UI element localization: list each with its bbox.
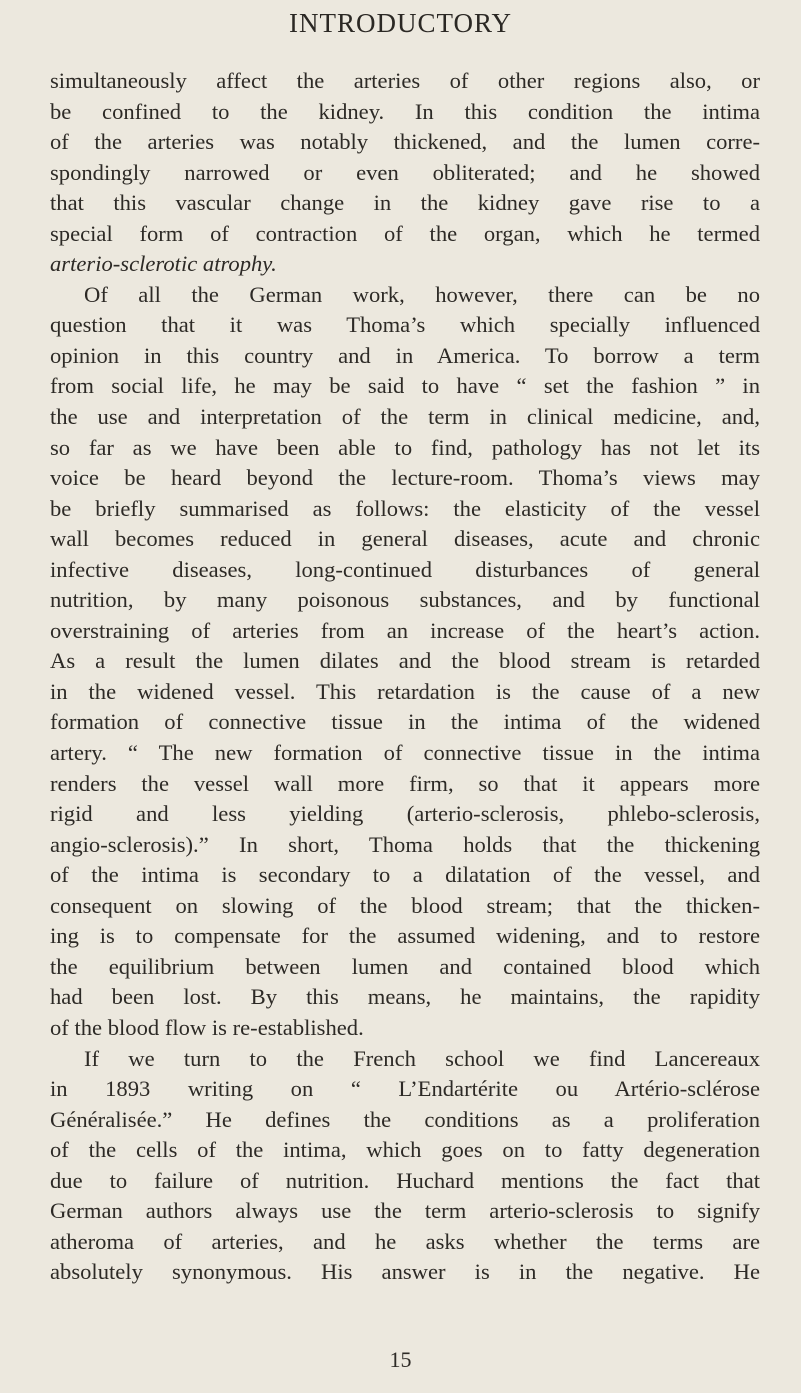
text-line: artery. “ The new formation of connective tissue in the intima bbox=[50, 740, 760, 766]
text-line: from social life, he may be said to have “ set the fashion ” in bbox=[50, 373, 760, 399]
text-line: of the cells of the intima, which goes on to fatty degeneration bbox=[50, 1137, 760, 1163]
body-text bbox=[50, 66, 760, 1288]
text-line: Of all the German work, however, there can be no bbox=[84, 281, 760, 307]
text-line: As a result the lumen dilates and the blood stream is retarded bbox=[50, 648, 760, 674]
text-line: that this vascular change in the kidney gave rise to a bbox=[50, 190, 760, 216]
text-line: of the blood flow is re-established. bbox=[50, 1014, 364, 1040]
text-line: nutrition, by many poisonous substances, and by functional bbox=[50, 587, 760, 613]
text-line: of the intima is secondary to a dilatation of the vessel, and bbox=[50, 862, 760, 888]
text-line: angio-sclerosis).” In short, Thoma holds that the thickening bbox=[50, 831, 760, 857]
text-line: If we turn to the French school we find Lancereaux bbox=[84, 1045, 760, 1071]
text-line: German authors always use the term arterio-sclerosis to signify bbox=[50, 1198, 760, 1224]
text-line: ing is to compensate for the assumed widening, and to restore bbox=[50, 923, 760, 949]
text-line: so far as we have been able to find, pathology has not let its bbox=[50, 434, 760, 460]
text-line: in the widened vessel. This retardation is the cause of a new bbox=[50, 678, 760, 704]
text-line: arterio-sclerotic atrophy. bbox=[50, 251, 277, 277]
text-line: rigid and less yielding (arterio-sclerosis, phlebo-sclerosis, bbox=[50, 801, 760, 827]
text-line: due to failure of nutrition. Huchard mentions the fact that bbox=[50, 1167, 760, 1193]
text-line: Généralisée.” He defines the conditions as a proliferation bbox=[50, 1106, 760, 1132]
text-line: special form of contraction of the organ, which he termed bbox=[50, 220, 760, 246]
text-line: wall becomes reduced in general diseases, acute and chronic bbox=[50, 526, 760, 552]
text-line: be confined to the kidney. In this condition the intima bbox=[50, 98, 760, 124]
text-line: the use and interpretation of the term in clinical medicine, and, bbox=[50, 404, 760, 430]
text-line: infective diseases, long-continued disturbances of general bbox=[50, 556, 760, 582]
text-line: atheroma of arteries, and he asks whether the terms are bbox=[50, 1228, 760, 1254]
text-line: question that it was Thoma’s which specially influenced bbox=[50, 312, 760, 338]
running-head: INTRODUCTORY bbox=[288, 8, 513, 38]
text-line: in 1893 writing on “ L’Endartérite ou Artério-sclérose bbox=[50, 1076, 760, 1102]
text-line: renders the vessel wall more firm, so that it appears more bbox=[50, 770, 760, 796]
text-line: simultaneously affect the arteries of other regions also, or bbox=[50, 68, 760, 93]
page-number: 15 bbox=[389, 1347, 412, 1372]
text-line: overstraining of arteries from an increase of the heart’s action. bbox=[50, 617, 760, 643]
text-line: the equilibrium between lumen and contained blood which bbox=[50, 953, 760, 979]
text-line: formation of connective tissue in the intima of the widened bbox=[50, 709, 760, 735]
text-line: absolutely synonymous. His answer is in the negative. He bbox=[50, 1259, 760, 1285]
text-line: voice be heard beyond the lecture-room. Thoma’s views may bbox=[50, 465, 760, 491]
text-line: consequent on slowing of the blood stream; that the thicken- bbox=[50, 892, 760, 918]
text-line: opinion in this country and in America. To borrow a term bbox=[50, 342, 760, 368]
text-line: be briefly summarised as follows: the elasticity of the vessel bbox=[50, 495, 760, 521]
text-line: of the arteries was notably thickened, and the lumen corre- bbox=[50, 129, 760, 155]
text-line: spondingly narrowed or even obliterated; and he showed bbox=[50, 159, 760, 185]
text-line: had been lost. By this means, he maintains, the rapidity bbox=[50, 984, 760, 1010]
